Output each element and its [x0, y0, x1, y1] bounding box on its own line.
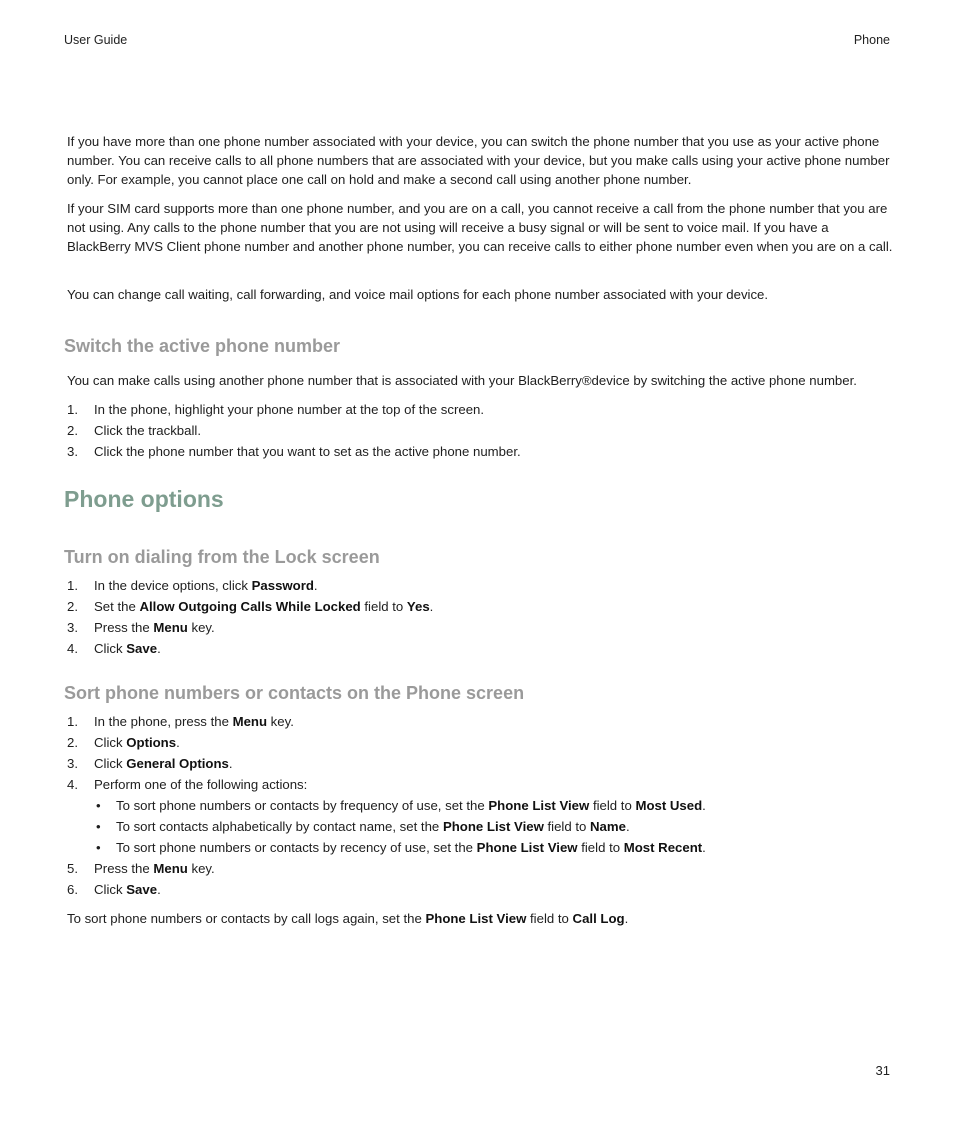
sort-bullets — [94, 795, 706, 858]
list-item: 1. In the device options, click Password. — [67, 578, 318, 593]
sub-list-container — [67, 795, 706, 858]
list-item: 2. Click Options. — [67, 735, 180, 750]
page-number: 31 — [875, 1063, 890, 1078]
list-item: 2. Set the Allow Outgoing Calls While Locked field to Yes. — [67, 599, 434, 614]
bullet-item: • To sort phone numbers or contacts by recency of use, set the Phone List View field to Most Recent. — [67, 837, 706, 858]
running-header-title: User Guide — [64, 33, 128, 47]
switch-heading: Switch the active phone number — [64, 336, 341, 356]
phone-options-heading: Phone options — [64, 486, 224, 512]
list-item: 4. Click Save. — [67, 641, 161, 656]
intro-paragraph-1: If you have more than one phone number associated with your device, you can switch the phone number that you use as your active phone number. You can receive calls to all phone numbers that are associated with your device, but you make calls using your active phone number only. For example, you cannot place one call on hold and make a second call using another phone number. — [67, 134, 890, 187]
list-item: 5. Press the Menu key. — [67, 861, 215, 876]
bullet-item: • To sort phone numbers or contacts by frequency of use, set the Phone List View field to Most Used. — [67, 795, 706, 816]
sort-heading: Sort phone numbers or contacts on the Phone screen — [64, 683, 525, 703]
list-item: 3. Press the Menu key. — [67, 620, 215, 635]
list-item: 1. In the phone, press the Menu key. — [67, 714, 294, 729]
list-item: 6. Click Save. — [67, 882, 161, 897]
bullet-item: • To sort contacts alphabetically by contact name, set the Phone List View field to Name. — [67, 816, 706, 837]
lock-steps — [67, 575, 433, 659]
switch-paragraph: You can make calls using another phone number that is associated with your BlackBerry®device by switching the active phone number. — [67, 373, 857, 388]
switch-steps — [67, 399, 521, 462]
list-item: 3. Click General Options. — [67, 756, 233, 771]
list-item: 3. Click the phone number that you want to set as the active phone number. — [67, 444, 521, 459]
bullet-icon: • — [96, 798, 101, 813]
sort-footer-note: To sort phone numbers or contacts by call logs again, set the Phone List View field to Call Log. — [67, 911, 629, 926]
running-header-chapter: Phone — [853, 33, 890, 47]
bullet-icon: • — [96, 819, 101, 834]
list-item: 4. Perform one of the following actions: — [67, 777, 308, 792]
lock-heading: Turn on dialing from the Lock screen — [64, 547, 380, 567]
sort-steps — [67, 711, 706, 900]
list-item: 1. In the phone, highlight your phone number at the top of the screen. — [67, 402, 485, 417]
intro-paragraph-3: You can change call waiting, call forwarding, and voice mail options for each phone number associated with your device. — [67, 287, 769, 302]
bullet-icon: • — [96, 840, 101, 855]
intro-paragraph-2: If your SIM card supports more than one phone number, and you are on a call, you cannot receive a call from the phone number that you are not using. Any calls to the phone number that you are not using will receive a busy signal or will be sent to voice mail. If you have a BlackBerry MVS Client phone number and another phone number, you can receive calls to either phone number even when you are on a call. — [67, 201, 893, 254]
list-item: 2. Click the trackball. — [67, 423, 202, 438]
